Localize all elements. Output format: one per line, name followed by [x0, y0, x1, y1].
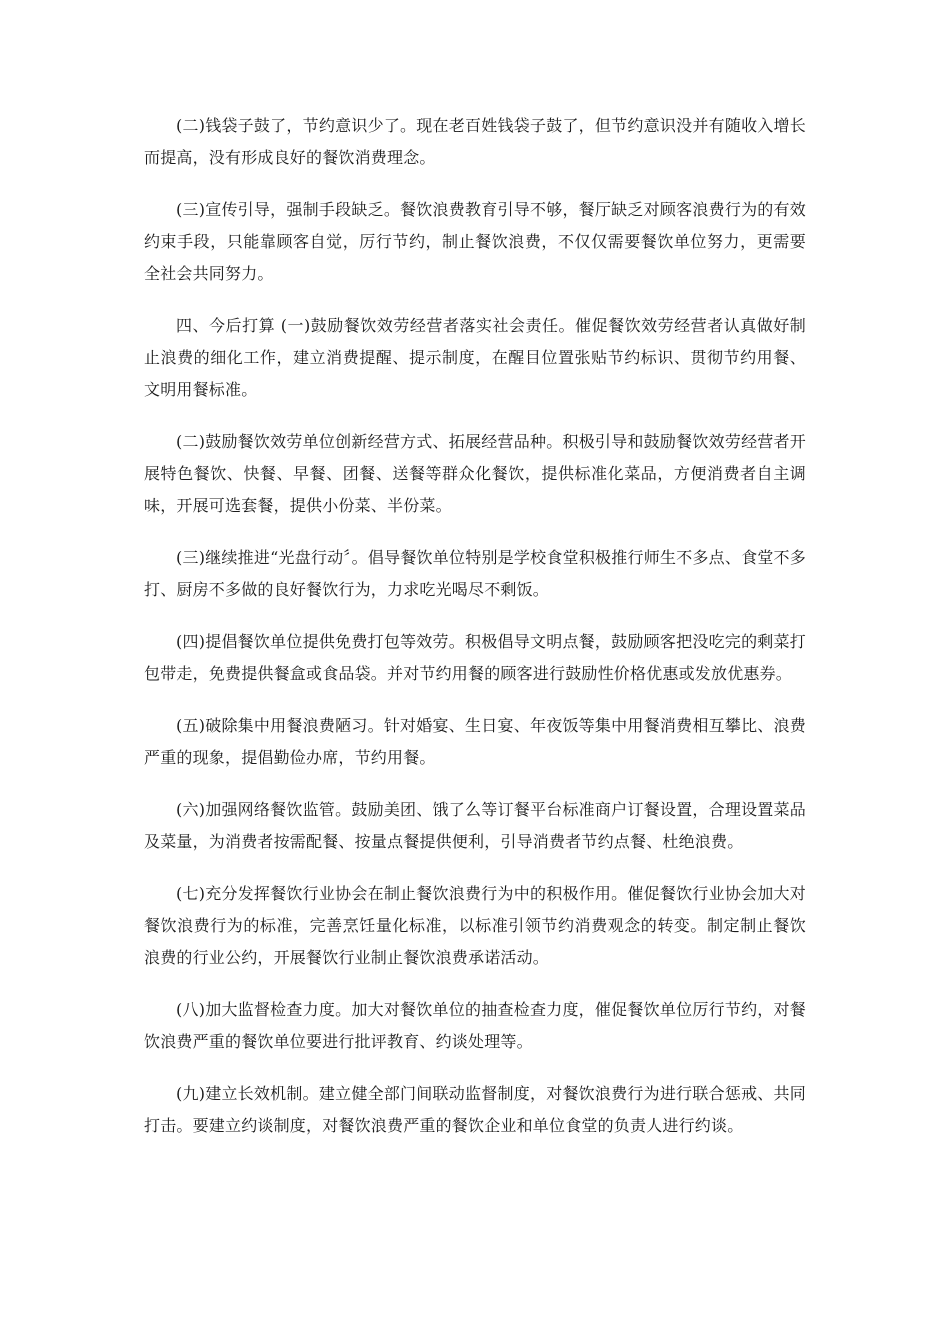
paragraph-long-term-mechanism: (九)建立长效机制。建立健全部门间联动监督制度，对餐饮浪费行为进行联合惩戒、共同打击。要建立约谈制度，对餐饮浪费严重的餐饮企业和单位食堂的负责人进行约谈。	[144, 1084, 806, 1135]
paragraph-innovate-business: (二)鼓励餐饮效劳单位创新经营方式、拓展经营品种。积极引导和鼓励餐饮效劳经营者开展特色餐饮、快餐、早餐、团餐、送餐等群众化餐饮，提供标准化菜品，方便消费者自主调味，开展可选套餐，提供小份菜、半份菜。	[144, 432, 806, 515]
paragraph-future-plans-social-responsibility: 四、今后打算 (一)鼓励餐饮效劳经营者落实社会责任。催促餐饮效劳经营者认真做好制止浪费的细化工作，建立消费提醒、提示制度，在醒目位置张贴节约标识、贯彻节约用餐、文明用餐标准。	[144, 316, 806, 399]
paragraph-inspection: (八)加大监督检查力度。加大对餐饮单位的抽查检查力度，催促餐饮单位厉行节约，对餐饮浪费严重的餐饮单位要进行批评教育、约谈处理等。	[144, 1000, 806, 1051]
paragraph-online-supervision: (六)加强网络餐饮监管。鼓励美团、饿了么等订餐平台标准商户订餐设置，合理设置菜品及菜量，为消费者按需配餐、按量点餐提供便利，引导消费者节约点餐、杜绝浪费。	[144, 800, 806, 851]
paragraph-free-takeaway: (四)提倡餐饮单位提供免费打包等效劳。积极倡导文明点餐，鼓励顾客把没吃完的剩菜打包带走，免费提供餐盒或食品袋。并对节约用餐的顾客进行鼓励性价格优惠或发放优惠券。	[144, 632, 806, 683]
document-page	[144, 110, 806, 1162]
paragraph-publicity-guidance: (三)宣传引导，强制手段缺乏。餐饮浪费教育引导不够，餐厅缺乏对顾客浪费行为的有效约束手段，只能靠顾客自觉，厉行节约，制止餐饮浪费，不仅仅需要餐饮单位努力，更需要全社会共同努力。	[144, 200, 806, 283]
paragraph-clean-plate: (三)继续推进“光盘行动〞。倡导餐饮单位特别是学校食堂积极推行师生不多点、食堂不多打、厨房不多做的良好餐饮行为，力求吃光喝尽不剩饭。	[144, 548, 806, 599]
paragraph-consumption-awareness: (二)钱袋子鼓了，节约意识少了。现在老百姓钱袋子鼓了，但节约意识没并有随收入增长而提高，没有形成良好的餐饮消费理念。	[144, 116, 806, 167]
paragraph-industry-association: (七)充分发挥餐饮行业协会在制止餐饮浪费行为中的积极作用。催促餐饮行业协会加大对餐饮浪费行为的标准，完善烹饪量化标准，以标准引领节约消费观念的转变。制定制止餐饮浪费的行业公约，开展餐饮行业制止餐饮浪费承诺活动。	[144, 884, 806, 967]
paragraph-banquet-waste: (五)破除集中用餐浪费陋习。针对婚宴、生日宴、年夜饭等集中用餐消费相互攀比、浪费严重的现象，提倡勤俭办席，节约用餐。	[144, 716, 806, 767]
